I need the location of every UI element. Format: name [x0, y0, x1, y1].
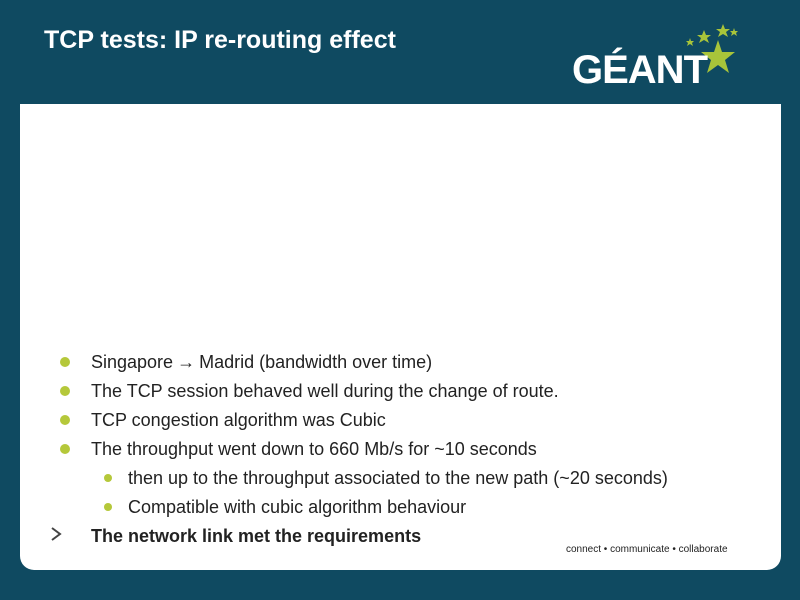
bullet-text: then up to the throughput associated to the new path (~20 seconds) — [128, 468, 668, 488]
bullet-text: TCP congestion algorithm was Cubic — [91, 410, 386, 430]
bullet-text: The network link met the requirements — [91, 526, 422, 546]
logo-wordmark: GÉANT — [572, 48, 707, 92]
bullet-dot-icon — [60, 357, 70, 367]
bullet-text: The throughput went down to 660 Mb/s for ~10 seconds — [91, 439, 537, 459]
bullet-dot-icon — [104, 503, 112, 511]
bullet-text: Compatible with cubic algorithm behaviour — [128, 497, 467, 517]
geant-logo — [570, 18, 750, 93]
slide-title: TCP tests: IP re-routing effect — [44, 26, 396, 54]
arrowhead-bullet-icon — [50, 527, 62, 546]
bullet-dot-icon — [60, 444, 70, 454]
route-origin: Singapore — [91, 352, 174, 372]
slide-body — [20, 104, 781, 570]
route-destination: Madrid (bandwidth over time) — [199, 352, 433, 372]
bullet-dot-icon — [60, 415, 70, 425]
bullet-dot-icon — [104, 474, 112, 482]
bullet-dot-icon — [60, 386, 70, 396]
bullet-text: The TCP session behaved well during the change of route. — [91, 381, 559, 401]
tagline: connect • communicate • collaborate — [566, 544, 728, 555]
arrow-right-icon: → — [177, 352, 196, 372]
